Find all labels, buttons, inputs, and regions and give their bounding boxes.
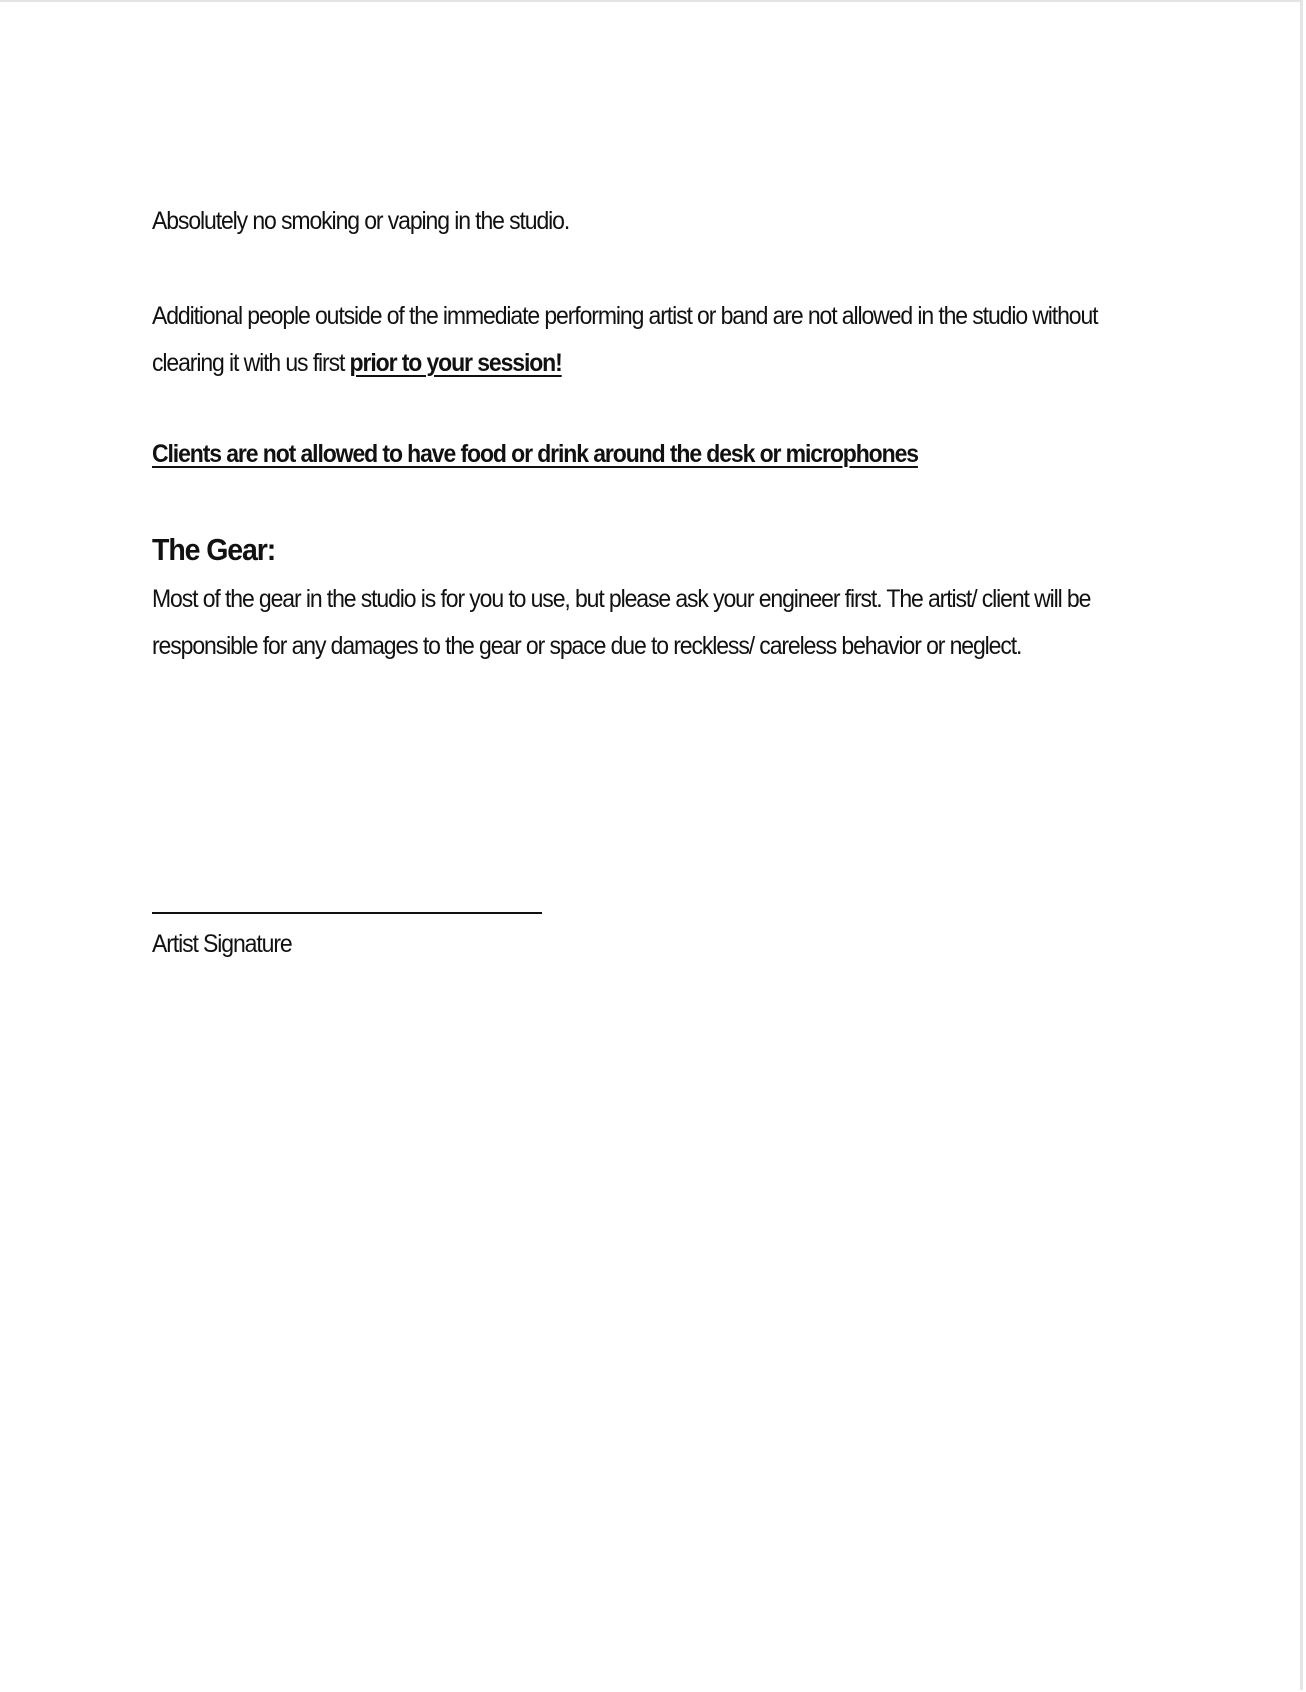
additional-people-text: Additional people outside of the immediate performing artist or band are not allowed in the studio without clearing it with us first bbox=[152, 302, 1098, 377]
signature-line bbox=[152, 912, 542, 914]
signature-block bbox=[152, 912, 542, 964]
additional-people-rule bbox=[152, 293, 1162, 387]
signature-label: Artist Signature bbox=[152, 930, 292, 958]
gear-heading: The Gear: bbox=[152, 532, 276, 567]
food-drink-text: Clients are not allowed to have food or drink around the desk or microphones bbox=[152, 440, 918, 468]
food-drink-rule bbox=[152, 431, 1162, 478]
no-smoking-rule: Absolutely no smoking or vaping in the studio. bbox=[152, 207, 570, 235]
prior-to-session-emphasis: prior to your session! bbox=[349, 349, 562, 377]
gear-paragraph: Most of the gear in the studio is for you to use, but please ask your engineer first. The artist/ client will be responsible for any damages to the gear or space due to reckless/ careless behavior or neglect. bbox=[152, 585, 1091, 660]
document-body bbox=[152, 198, 1162, 670]
